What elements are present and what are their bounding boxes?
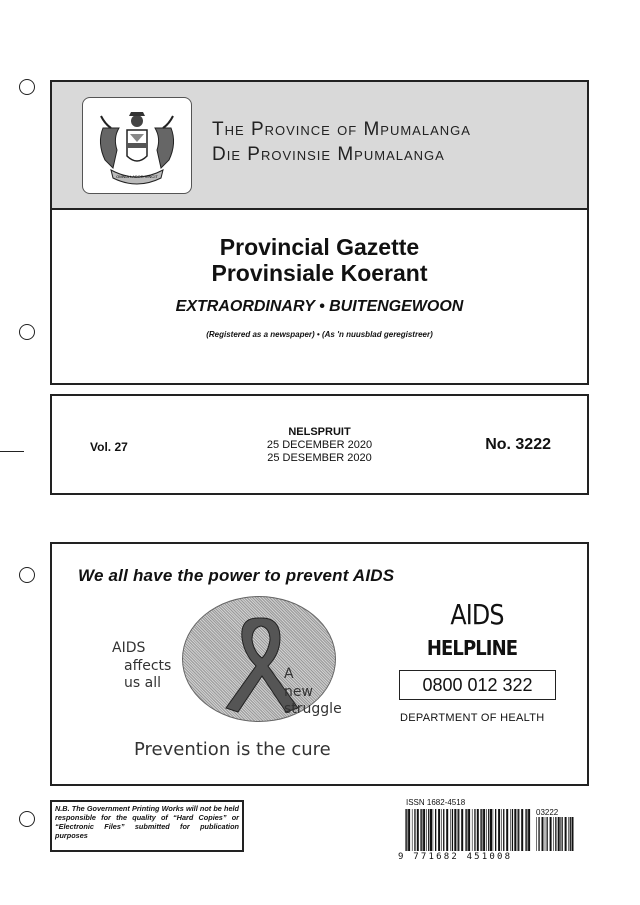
barcode-bar <box>433 809 434 851</box>
binder-hole <box>19 324 35 340</box>
barcode-bar <box>568 817 569 851</box>
barcode-bar <box>481 809 482 851</box>
issn-number: ISSN 1682-4518 <box>406 798 466 807</box>
barcode-bar <box>488 809 489 851</box>
barcode-bar <box>550 817 552 851</box>
fold-mark <box>0 451 24 452</box>
province-name-english: The Province of Mpumalanga <box>212 119 471 140</box>
barcode-bar <box>426 809 427 851</box>
barcode-bar <box>555 817 556 851</box>
barcode-bar <box>414 809 415 851</box>
barcode-bar <box>408 809 410 851</box>
barcode-bar <box>454 809 456 851</box>
barcode-bar <box>503 809 504 851</box>
gazette-edition-label: EXTRAORDINARY • BUITENGEWOON <box>175 298 464 315</box>
barcode-bar <box>480 809 481 851</box>
barcode-bar <box>423 809 425 851</box>
barcode-bar <box>443 809 444 851</box>
barcode-bar <box>518 809 519 851</box>
barcode-bar <box>536 817 537 851</box>
coat-of-arms-icon <box>82 97 192 194</box>
barcode-bar <box>428 809 429 851</box>
barcode-bar <box>553 817 554 851</box>
barcode-bar <box>565 817 567 851</box>
registration-note: (Registered as a newspaper) • (As 'n nuusblad geregistreer) <box>206 330 433 339</box>
barcode-bar <box>538 817 539 851</box>
barcode-bar <box>461 809 463 851</box>
barcode-bar <box>457 809 458 851</box>
issue-date-english: 25 DECEMBER 2020 <box>266 439 373 451</box>
gazette-title-english: Provincial Gazette <box>219 234 420 260</box>
ad-slogan: Prevention is the cure <box>134 739 331 760</box>
province-name-afrikaans: Die Provinsie Mpumalanga <box>212 144 445 165</box>
barcode-bar <box>441 809 442 851</box>
barcode-bar <box>452 809 453 851</box>
binder-hole <box>19 567 35 583</box>
barcode-bar <box>405 809 406 851</box>
crest-motto: OMNIA LABOR VINCIT <box>116 174 158 179</box>
volume-number: Vol. 27 <box>90 440 128 454</box>
department-name: DEPARTMENT OF HEALTH <box>400 712 545 724</box>
ad-left-line-1: AIDS <box>112 640 146 656</box>
barcode-bar <box>468 809 470 851</box>
barcode-bar <box>483 809 485 851</box>
barcode-bar <box>465 809 466 851</box>
masthead-box <box>50 80 589 385</box>
barcode-bar <box>498 809 500 851</box>
barcode-bar <box>572 817 574 851</box>
barcode-bar <box>421 809 422 851</box>
barcode-bar <box>438 809 440 851</box>
barcode-bar <box>412 809 413 851</box>
barcode-bar <box>525 809 526 851</box>
barcode-bar <box>417 809 419 851</box>
barcode-bar <box>512 809 513 851</box>
printing-disclaimer: N.B. The Government Printing Works will not be held responsible for the quality of “Hard Copies” or “Electronic Files” submitted for publication purposes <box>50 800 244 852</box>
barcode-bar <box>517 809 518 851</box>
barcode-digits: 9 771682 451008 <box>398 852 513 862</box>
barcode-bar <box>458 809 459 851</box>
barcode-bar <box>486 809 487 851</box>
ad-right-line-3: struggle <box>284 701 342 717</box>
barcode-icon <box>405 809 532 851</box>
barcode-bar <box>570 817 571 851</box>
issue-number: No. 3222 <box>485 436 551 453</box>
barcode-bar <box>528 809 530 851</box>
gazette-title-afrikaans: Provinsiale Koerant <box>211 260 428 286</box>
barcode-bar <box>558 817 560 851</box>
barcode-bar <box>506 809 508 851</box>
helpline-phone-number: 0800 012 322 <box>399 670 556 700</box>
barcode-bar <box>545 817 546 851</box>
barcode-bar <box>501 809 502 851</box>
province-banner <box>52 82 587 210</box>
barcode-bar <box>446 809 448 851</box>
issue-city: NELSPRUIT <box>288 426 351 438</box>
barcode-bar <box>560 817 561 851</box>
barcode-bar <box>450 809 451 851</box>
barcode-bar <box>547 817 548 851</box>
barcode-bar <box>542 817 544 851</box>
barcode-bar <box>514 809 516 851</box>
barcode-bar <box>495 809 496 851</box>
barcode-bar <box>435 809 436 851</box>
binder-hole <box>19 79 35 95</box>
barcode-bar <box>521 809 523 851</box>
barcode-bar <box>466 809 467 851</box>
barcode-bar <box>472 809 473 851</box>
barcode-addon-number: 03222 <box>536 808 559 817</box>
aids-advertisement <box>50 542 589 786</box>
helpline-aids-label: AIDS <box>450 598 504 631</box>
ad-left-line-2: affects <box>124 658 172 674</box>
barcode-bar <box>493 809 494 851</box>
barcode-bar <box>562 817 563 851</box>
barcode-bar <box>490 809 492 851</box>
ad-left-line-3: us all <box>124 675 161 691</box>
barcode-bar <box>474 809 475 851</box>
barcode-bar <box>526 809 527 851</box>
issue-info-box <box>50 394 589 495</box>
aids-headline: We all have the power to prevent AIDS <box>78 566 395 585</box>
ad-right-line-1: A <box>284 666 294 682</box>
helpline-label: HELPLINE <box>426 636 518 660</box>
barcode-bar <box>420 809 421 851</box>
barcode-addon-icon <box>536 817 576 851</box>
barcode-bar <box>510 809 511 851</box>
barcode-bar <box>430 809 432 851</box>
barcode-bar <box>406 809 407 851</box>
barcode-bar <box>477 809 479 851</box>
ad-right-line-2: new <box>284 684 313 700</box>
binder-hole <box>19 811 35 827</box>
issue-date-afrikaans: 25 DESEMBER 2020 <box>267 452 372 464</box>
